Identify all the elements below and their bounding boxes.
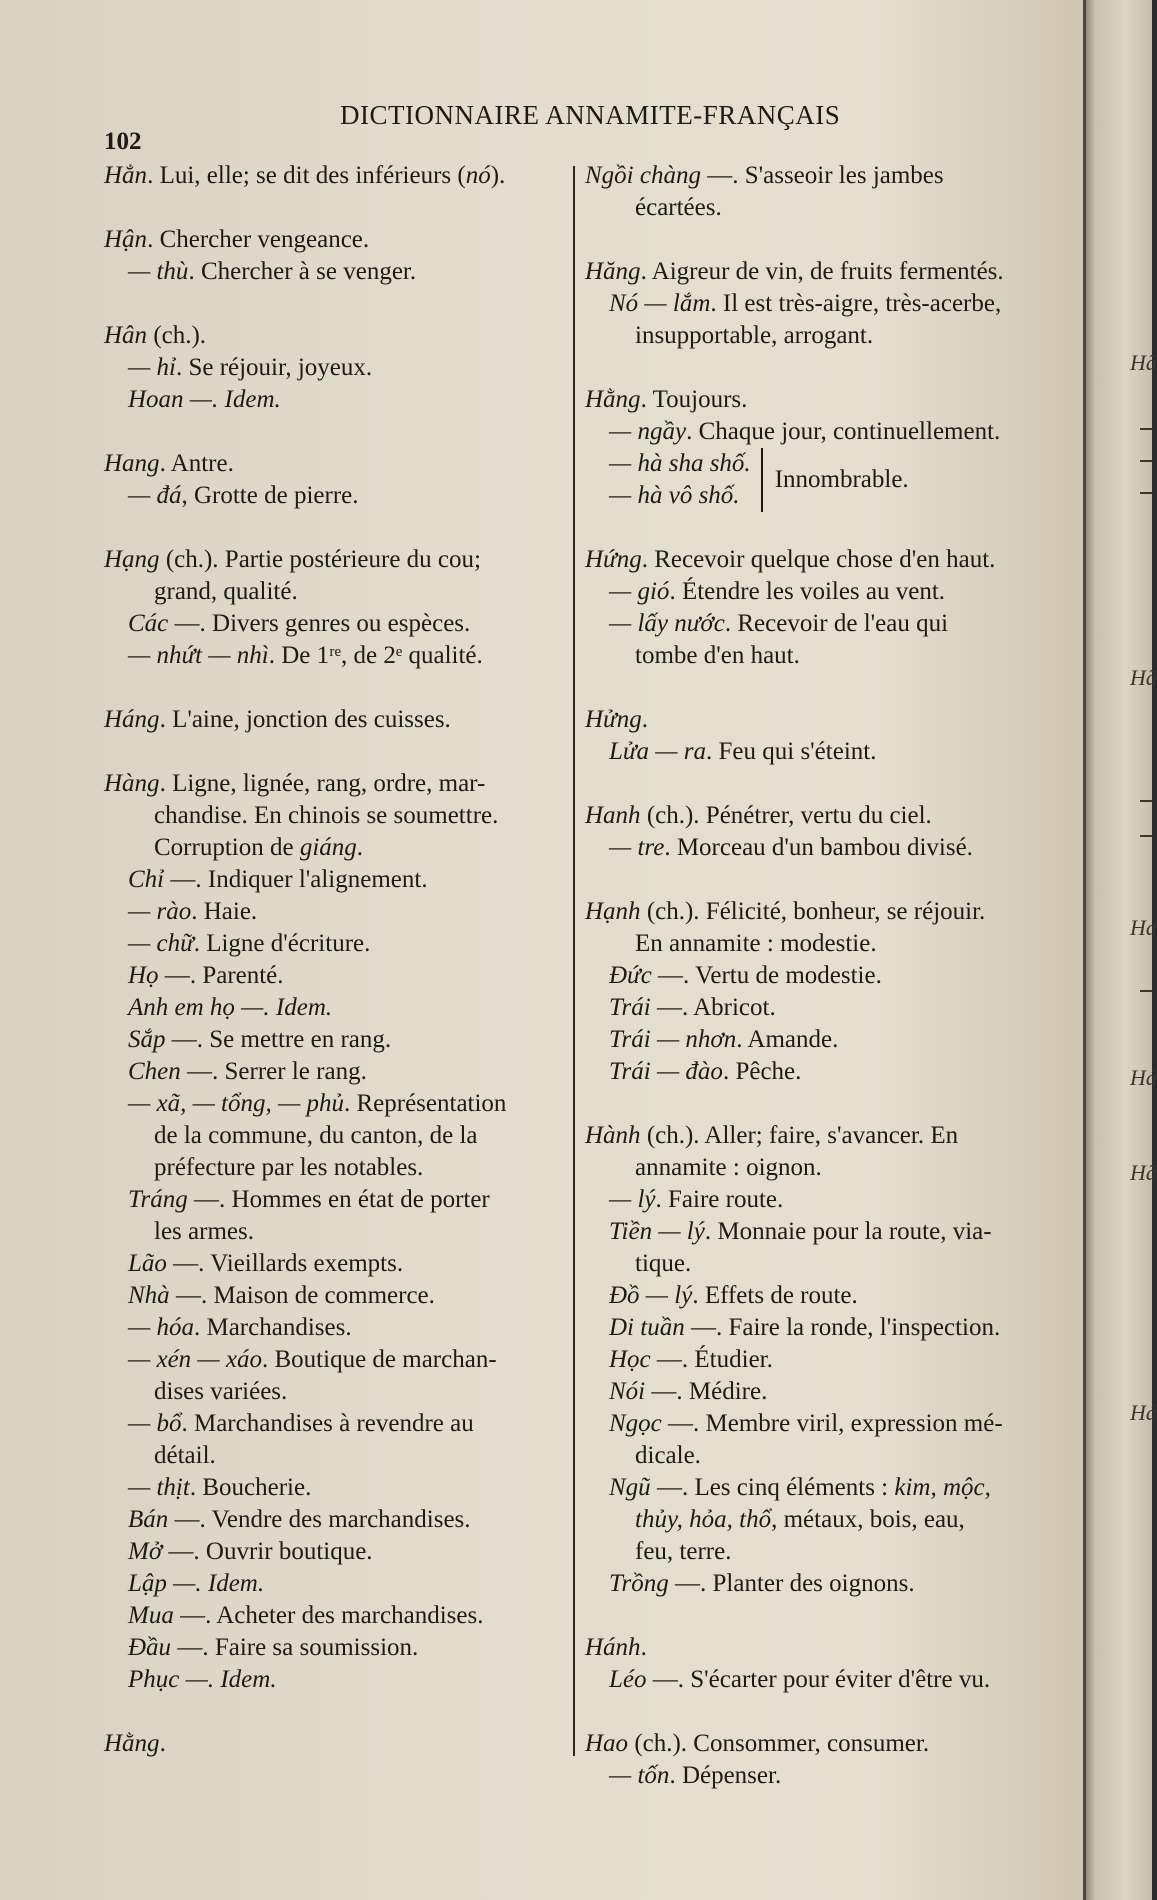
- sub-definition: . Haie.: [191, 898, 258, 925]
- sub-definition: —. Se mettre en rang.: [165, 1026, 392, 1053]
- column-divider: [573, 166, 575, 1756]
- headword: Hẳn: [104, 162, 148, 189]
- definition-continued: En annamite : modestie.: [635, 930, 877, 957]
- sub-definition: . Pêche.: [722, 1058, 802, 1085]
- sub-term: Mở: [128, 1538, 163, 1565]
- sub-definition: —. Ouvrir boutique.: [162, 1538, 373, 1565]
- entry-hang-2: [104, 544, 566, 672]
- sub-definition: —. Médire.: [645, 1378, 768, 1405]
- sub-term: Nói: [609, 1378, 646, 1405]
- next-page-fragment: Ha: [1130, 915, 1157, 940]
- definition: . Lui, elle; se dit des inférieurs (: [147, 162, 466, 189]
- brace-group: [585, 448, 1050, 512]
- sub-definition-continued: , métaux, bois, eau,: [771, 1506, 965, 1533]
- entry-hung: [585, 544, 1050, 672]
- entry-continued: [585, 160, 1050, 224]
- sub-term: — xén — xáo: [128, 1346, 262, 1373]
- sub-term: — thịt: [128, 1474, 190, 1501]
- page-header: [100, 100, 1050, 155]
- sub-definition-continued: les armes.: [154, 1218, 254, 1245]
- definition: .: [641, 706, 648, 733]
- sub-term: — thù: [128, 258, 189, 285]
- headword: Hao: [585, 1730, 629, 1757]
- left-column: [104, 160, 566, 1792]
- sub-definition: —. Vendre des marchandises.: [168, 1506, 471, 1533]
- sub-definition-continued: détail.: [154, 1442, 216, 1469]
- sub-term: — chữ: [128, 930, 194, 957]
- headword: Hành: [585, 1122, 641, 1149]
- sub-term: Trái — đào: [609, 1058, 723, 1085]
- definition-end: ).: [490, 162, 506, 189]
- sub-term: Tiền — lý: [609, 1218, 705, 1245]
- sub-definition: . Chercher à se venger.: [188, 258, 417, 285]
- sub-term: — nhứt — nhì: [128, 642, 269, 669]
- definition: (ch.). Félicité, bonheur, se réjouir.: [640, 898, 986, 925]
- headword: Hằng: [104, 1730, 160, 1757]
- next-page-dash: [1140, 428, 1152, 430]
- next-page-fragment: Há: [1130, 1400, 1157, 1425]
- sub-term: Trái — nhơn: [609, 1026, 737, 1053]
- sub-definition: —. Étudier.: [650, 1346, 773, 1373]
- entry-hang-1: [104, 448, 566, 512]
- definition: . L'aine, jonction des cuisses.: [159, 706, 451, 733]
- sub-term: — lấy nước: [609, 610, 725, 637]
- sub-term: — gió: [609, 578, 670, 605]
- sub-definition-continued: tombe d'en haut.: [635, 642, 800, 669]
- headword: Hứng: [585, 546, 642, 573]
- headword: Hận: [104, 226, 148, 253]
- sub-definition: . Il est très-aigre, très-acerbe,: [710, 290, 1002, 317]
- sub-definition: —. Divers genres ou espèces.: [168, 610, 471, 637]
- definition: (ch.). Pénétrer, vertu du ciel.: [640, 802, 932, 829]
- definition: (ch.). Aller; faire, s'avancer. En: [640, 1122, 959, 1149]
- definition: . Chercher vengeance.: [147, 226, 370, 253]
- sub-definition: . Ligne d'écriture.: [193, 930, 371, 957]
- sub-definition: —. Abricot.: [650, 994, 776, 1021]
- sub-definition-continued: feu, terre.: [635, 1538, 732, 1565]
- sub-definition: . Recevoir de l'eau qui: [724, 610, 949, 637]
- sub-definition: . Chaque jour, continuellement.: [686, 418, 1001, 445]
- next-page-dash: [1140, 990, 1152, 992]
- sub-term: — xã, — tổng, — phủ: [128, 1090, 344, 1117]
- sub-term: Lập —. Idem.: [128, 1570, 265, 1597]
- sub-definition: —. Hommes en état de porter: [187, 1186, 490, 1213]
- sub-definition: . Feu qui s'éteint.: [706, 738, 877, 765]
- sub-definition-continued: tique.: [635, 1250, 692, 1277]
- sub-term: Anh em họ —. Idem.: [128, 994, 333, 1021]
- definition-italic: giáng: [299, 834, 357, 861]
- sub-definition: . Morceau d'un bambou divisé.: [664, 834, 973, 861]
- definition: .: [159, 1730, 166, 1757]
- sub-definition: —. Faire sa soumission.: [171, 1634, 419, 1661]
- sub-definition: . Marchandises.: [193, 1314, 352, 1341]
- definition-continued: annamite : oignon.: [635, 1154, 822, 1181]
- sub-definition: —. Indiquer l'alignement.: [164, 866, 428, 893]
- sub-definition: . Représentation: [343, 1090, 507, 1117]
- headword: Hân: [104, 322, 148, 349]
- entry-hang-4: [104, 768, 566, 1696]
- definition: . Aigreur de vin, de fruits fermentés.: [640, 258, 1004, 285]
- definition: . Antre.: [159, 450, 234, 477]
- sub-definition-continued: dises variées.: [154, 1378, 288, 1405]
- sub-term: Tráng: [128, 1186, 188, 1213]
- sub-term: — tre: [609, 834, 665, 861]
- sub-definition: —. Planter des oignons.: [668, 1570, 915, 1597]
- headword: Hằng: [585, 386, 641, 413]
- sub-term: Ngồi chàng: [585, 162, 701, 189]
- headword: Hăng: [585, 258, 641, 285]
- sub-term: Chen: [128, 1058, 181, 1085]
- brace-lines: [609, 448, 763, 512]
- sub-definition: —. Parenté.: [158, 962, 284, 989]
- entry-hanh-3: [585, 1120, 1050, 1600]
- sub-definition: . Boucherie.: [189, 1474, 312, 1501]
- sub-definition-continued: insupportable, arrogant.: [635, 322, 874, 349]
- sub-term: Nhà: [128, 1282, 170, 1309]
- headword: Hánh: [585, 1634, 641, 1661]
- sub-term: Mua: [128, 1602, 174, 1629]
- entry-han-2: [104, 224, 566, 288]
- sub-definition: . Monnaie pour la route, via-: [704, 1218, 992, 1245]
- sub-term: Phục —. Idem.: [128, 1666, 277, 1693]
- next-page-fragment: Hã: [1130, 350, 1157, 375]
- next-page-dash: [1140, 800, 1152, 802]
- sub-term: Đồ — lý: [609, 1282, 693, 1309]
- sub-definition: —. S'écarter pour éviter d'être vu.: [646, 1666, 991, 1693]
- sub-term: Lửa — ra: [609, 738, 706, 765]
- sub-term: Họ: [128, 962, 159, 989]
- definition: (ch.).: [147, 322, 207, 349]
- definition: .: [640, 1634, 647, 1661]
- sub-term: Học: [609, 1346, 651, 1373]
- sub-definition: , Grotte de pierre.: [181, 482, 359, 509]
- running-title: DICTIONNAIRE ANNAMITE-FRANÇAIS: [340, 100, 841, 130]
- definition-italic: nó: [465, 162, 491, 189]
- entry-han-1: [104, 160, 566, 192]
- sub-definition: . Boutique de marchan-: [262, 1346, 497, 1373]
- sub-definition: . Faire route.: [655, 1186, 784, 1213]
- sub-term: Trồng: [609, 1570, 669, 1597]
- definition: (ch.). Partie postérieure du cou;: [159, 546, 481, 573]
- sub-term: — bổ: [128, 1410, 182, 1437]
- sub-definition-continued: de la commune, du canton, de la: [154, 1122, 478, 1149]
- sub-definition: —. Membre viril, expression mé-: [661, 1410, 1003, 1437]
- sub-definition: . Amande.: [736, 1026, 839, 1053]
- sub-term-italic: kim, mộc,: [894, 1474, 991, 1501]
- page-number: 102: [104, 128, 142, 155]
- next-page-edge: [1085, 0, 1157, 1900]
- sub-term: Léo: [609, 1666, 647, 1693]
- sub-term: — hỉ: [128, 354, 176, 381]
- sub-definition: —. Les cinq éléments :: [650, 1474, 895, 1501]
- entry-hanh-4: [585, 1632, 1050, 1696]
- sub-term: Chỉ: [128, 866, 165, 893]
- next-page-fragment: Hã: [1130, 665, 1157, 690]
- sub-definition: . Se réjouir, joyeux.: [175, 354, 373, 381]
- sub-definition: —. Acheter des marchandises.: [173, 1602, 484, 1629]
- sub-term: Sắp: [128, 1026, 166, 1053]
- sub-definition-continued: préfecture par les notables.: [154, 1154, 424, 1181]
- entry-hang-r1: [585, 256, 1050, 352]
- sub-definition-continued: dicale.: [635, 1442, 701, 1469]
- headword: Hửng: [585, 706, 642, 733]
- sub-term: Đức: [609, 962, 652, 989]
- headword: Hàng: [104, 770, 160, 797]
- headword: Hanh: [585, 802, 641, 829]
- next-page-dash: [1140, 460, 1152, 462]
- sub-term: Ngũ: [609, 1474, 651, 1501]
- sub-term: Hoan —. Idem.: [128, 386, 281, 413]
- sub-definition: . Marchandises à revendre au: [181, 1410, 474, 1437]
- sub-term: Ngọc: [609, 1410, 662, 1437]
- sub-definition: —. S'asseoir les jambes: [700, 162, 944, 189]
- sub-term: — hà vô shố.: [609, 482, 740, 509]
- sub-term: — hóa: [128, 1314, 194, 1341]
- definition-continued: Corruption de: [154, 834, 300, 861]
- sub-term: Nó — lắm: [609, 290, 711, 317]
- sub-term: — rào: [128, 898, 192, 925]
- headword: Hạng: [104, 546, 160, 573]
- sub-definition-continued: écartées.: [635, 194, 722, 221]
- sub-term: Lão: [128, 1250, 167, 1277]
- headword: Háng: [104, 706, 160, 733]
- sub-term: — lý: [609, 1186, 656, 1213]
- entry-han-3: [104, 320, 566, 416]
- next-page-fragment: Hã: [1130, 1160, 1157, 1185]
- sub-term: — đá: [128, 482, 182, 509]
- right-column: [585, 160, 1050, 1824]
- definition-continued: grand, qualité.: [154, 578, 298, 605]
- definition: (ch.). Consommer, consumer.: [628, 1730, 930, 1757]
- entry-hang-5: [104, 1728, 566, 1760]
- headword: Hang: [104, 450, 160, 477]
- sub-definition: —. Vieillards exempts.: [166, 1250, 404, 1277]
- sub-term-italic: thủy, hỏa, thổ: [635, 1506, 772, 1533]
- sub-definition: —. Serrer le rang.: [180, 1058, 367, 1085]
- brace-definition: Innombrable.: [774, 466, 909, 493]
- page-gutter: [1083, 0, 1086, 1900]
- sub-term: Bán: [128, 1506, 169, 1533]
- sub-definition: —. Vertu de modestie.: [651, 962, 882, 989]
- headword: Hạnh: [585, 898, 641, 925]
- sub-term: — ngầy: [609, 418, 687, 445]
- sub-term: — hà sha shố.: [609, 450, 751, 477]
- next-page-dash: [1140, 492, 1152, 494]
- entry-hanh-2: [585, 896, 1050, 1088]
- next-page-fragment: Há: [1130, 1065, 1157, 1090]
- definition: . Ligne, lignée, rang, ordre, mar-: [159, 770, 486, 797]
- sub-definition: . Effets de route.: [692, 1282, 858, 1309]
- sub-term: Trái: [609, 994, 651, 1021]
- sub-definition: . De 1ʳᵉ, de 2ᵉ qualité.: [268, 642, 483, 669]
- definition-end: .: [356, 834, 364, 861]
- sub-term: Đầu: [128, 1634, 172, 1661]
- entry-hang-r2: [585, 384, 1050, 512]
- sub-term: — tốn: [609, 1762, 670, 1789]
- sub-definition: —. Maison de commerce.: [169, 1282, 435, 1309]
- sub-definition: . Dépenser.: [669, 1762, 782, 1789]
- definition: . Recevoir quelque chose d'en haut.: [641, 546, 996, 573]
- entry-hanh-1: [585, 800, 1050, 864]
- entry-hung-2: [585, 704, 1050, 768]
- sub-term: Các: [128, 610, 169, 637]
- sub-term: Di tuần: [609, 1314, 685, 1341]
- next-page-dash: [1140, 835, 1152, 837]
- sub-definition: . Étendre les voiles au vent.: [669, 578, 946, 605]
- entry-hao: [585, 1728, 1050, 1792]
- entry-hang-3: [104, 704, 566, 736]
- definition-continued: chandise. En chinois se soumettre.: [154, 802, 499, 829]
- sub-definition: —. Faire la ronde, l'inspection.: [684, 1314, 1001, 1341]
- definition: . Toujours.: [640, 386, 748, 413]
